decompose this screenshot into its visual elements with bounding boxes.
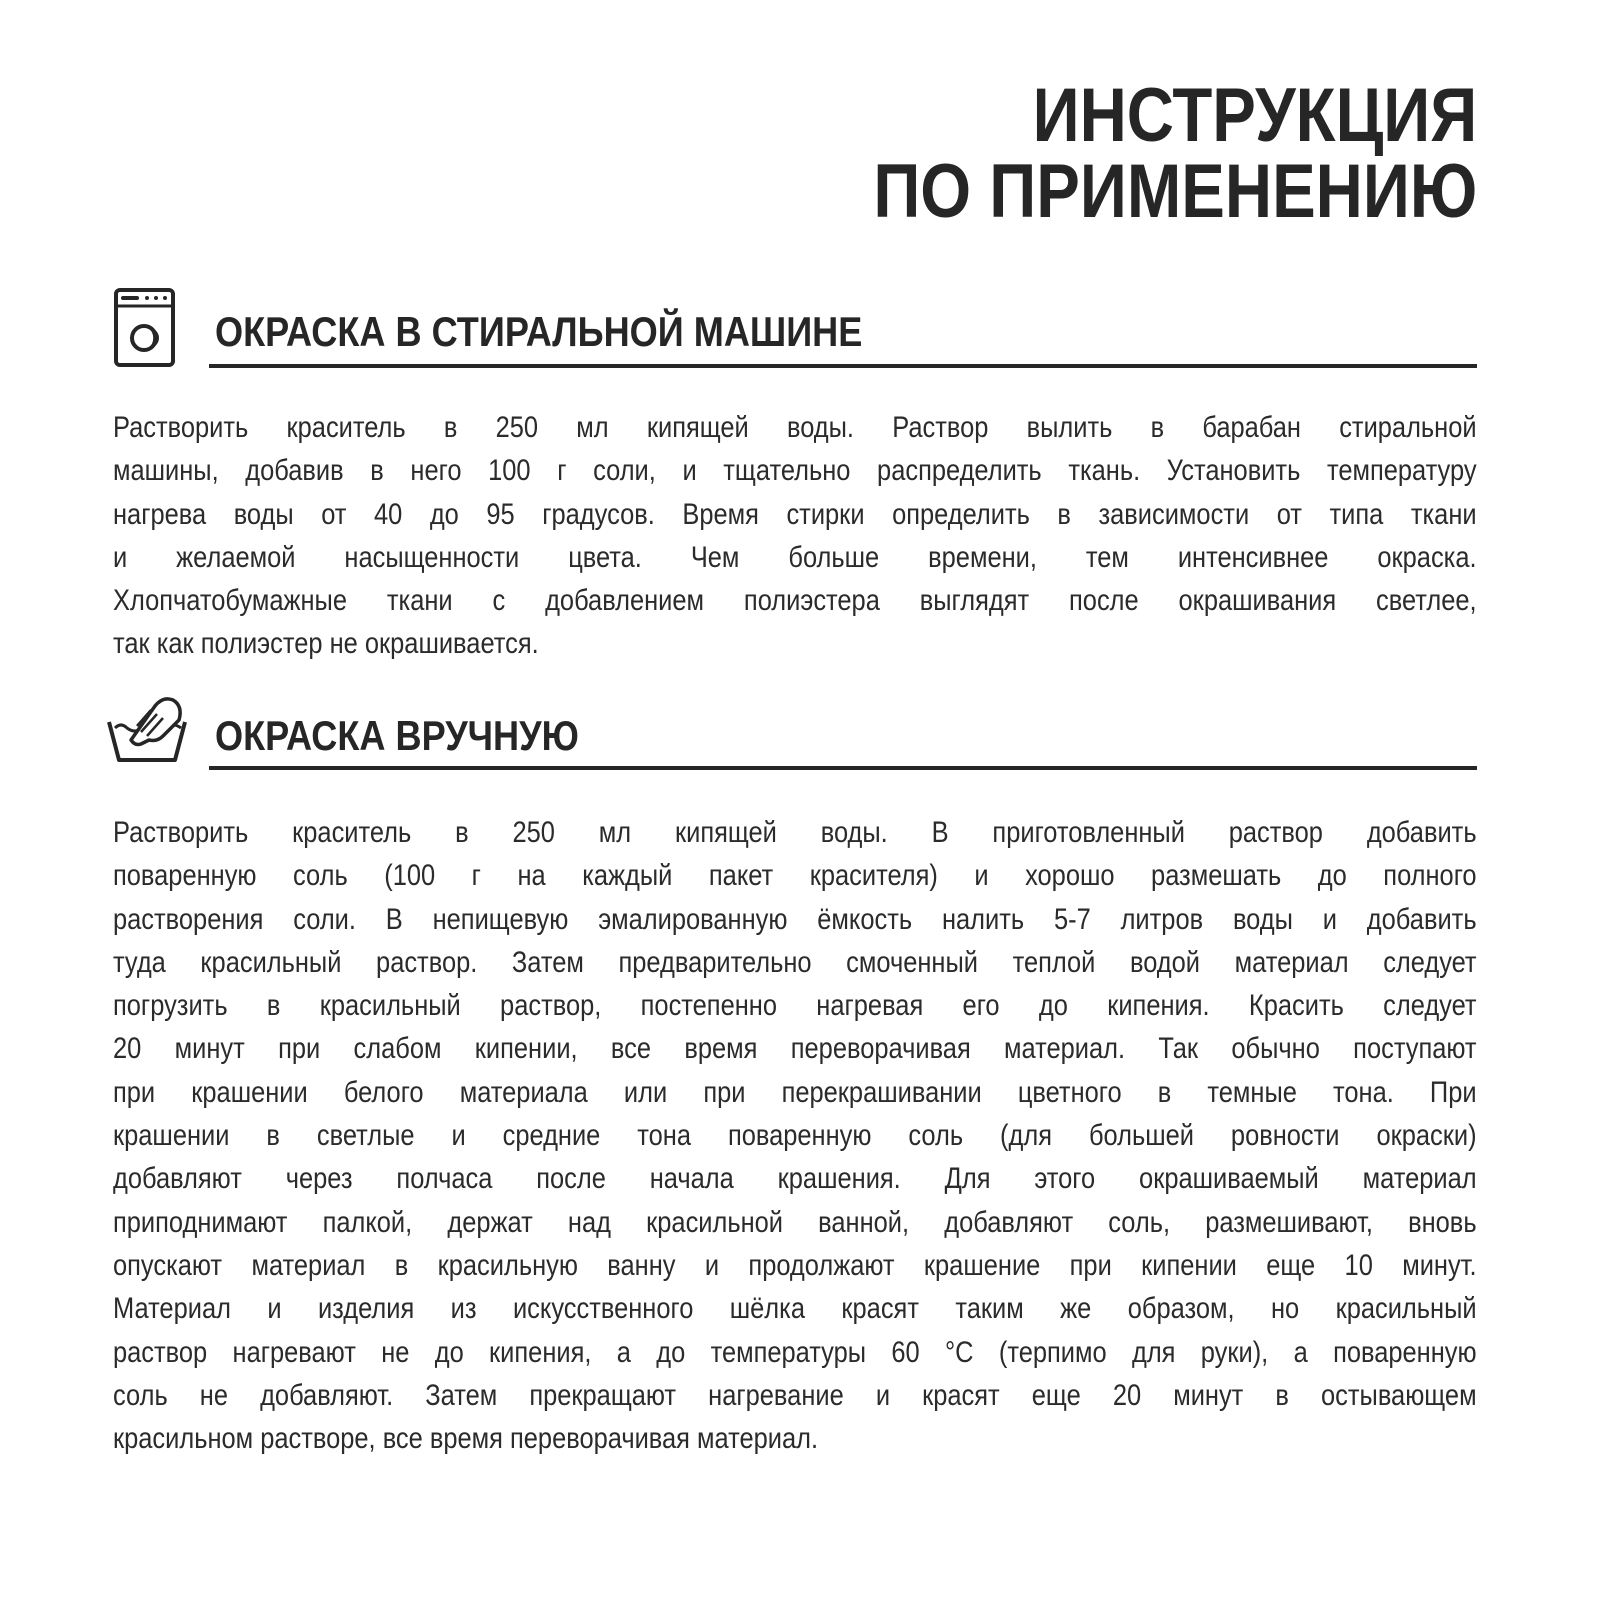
text-line: Растворить краситель в 250 мл кипящей воды. Раствор вылить в барабан стиральной: [113, 411, 1477, 444]
section-heading-text: ОКРАСКА В СТИРАЛЬНОЙ МАШИНЕ: [215, 308, 863, 355]
title-line-1: ИНСТРУКЦИЯ: [1032, 73, 1477, 158]
text-line: приподнимают палкой, держат над красильной ванной, добавляют соль, размешивают, вновь: [113, 1205, 1477, 1239]
title-line-2: ПО ПРИМЕНЕНИЮ: [873, 149, 1477, 234]
divider: [209, 766, 1477, 770]
page-title: [873, 73, 1477, 234]
text-line: растворения соли. В непищевую эмалированную ёмкость налить 5-7 литров воды и добавить: [113, 902, 1477, 936]
machine-instructions: [113, 406, 1477, 666]
text-line: Материал и изделия из искусственного шёлка красят таким же образом, но красильный: [113, 1292, 1477, 1326]
washing-machine-icon: [107, 288, 187, 368]
text-line: погрузить в красильный раствор, постепенно нагревая его до кипения. Красить следует: [113, 989, 1477, 1023]
text-line: нагрева воды от 40 до 95 градусов. Время стирки определить в зависимости от типа ткани: [113, 497, 1477, 531]
text-line: поваренную соль (100 г на каждый пакет красителя) и хорошо размешать до полного: [113, 859, 1477, 893]
hand-wash-icon: [107, 692, 187, 772]
divider: [209, 364, 1477, 368]
text-line: Хлопчатобумажные ткани с добавлением полиэстера выглядят после окрашивания светлее,: [113, 584, 1477, 618]
text-line: машины, добавив в него 100 г соли, и тщательно распределить ткань. Установить температуру: [113, 454, 1477, 488]
text-line: Растворить краситель в 250 мл кипящей воды. В приготовленный раствор добавить: [113, 816, 1477, 849]
section-heading-hand: [107, 692, 1477, 782]
hand-instructions: [113, 811, 1477, 1460]
text-line: туда красильный раствор. Затем предварительно смоченный теплой водой материал следует: [113, 945, 1477, 979]
text-line: опускают материал в красильную ванну и продолжают крашение при кипении еще 10 минут.: [113, 1248, 1477, 1282]
section-heading-text: ОКРАСКА ВРУЧНУЮ: [215, 712, 579, 759]
text-line: при крашении белого материала или при перекрашивании цветного в темные тона. При: [113, 1075, 1477, 1109]
text-line: красильном растворе, все время переворачивая материал.: [113, 1422, 819, 1456]
text-line: 20 минут при слабом кипении, все время переворачивая материал. Так обычно поступают: [113, 1032, 1477, 1066]
section-heading-machine: [107, 288, 1477, 378]
text-line: добавляют через полчаса после начала крашения. Для этого окрашиваемый материал: [113, 1162, 1477, 1196]
text-line: так как полиэстер не окрашивается.: [113, 627, 539, 661]
text-line: и желаемой насыщенности цвета. Чем больше времени, тем интенсивнее окраска.: [113, 540, 1477, 574]
text-line: соль не добавляют. Затем прекращают нагревание и красят еще 20 минут в остывающем: [113, 1378, 1477, 1412]
text-line: крашении в светлые и средние тона поваренную соль (для большей ровности окраски): [113, 1119, 1477, 1153]
text-line: раствор нагревают не до кипения, а до температуры 60 °C (терпимо для руки), а поваренную: [113, 1335, 1477, 1369]
